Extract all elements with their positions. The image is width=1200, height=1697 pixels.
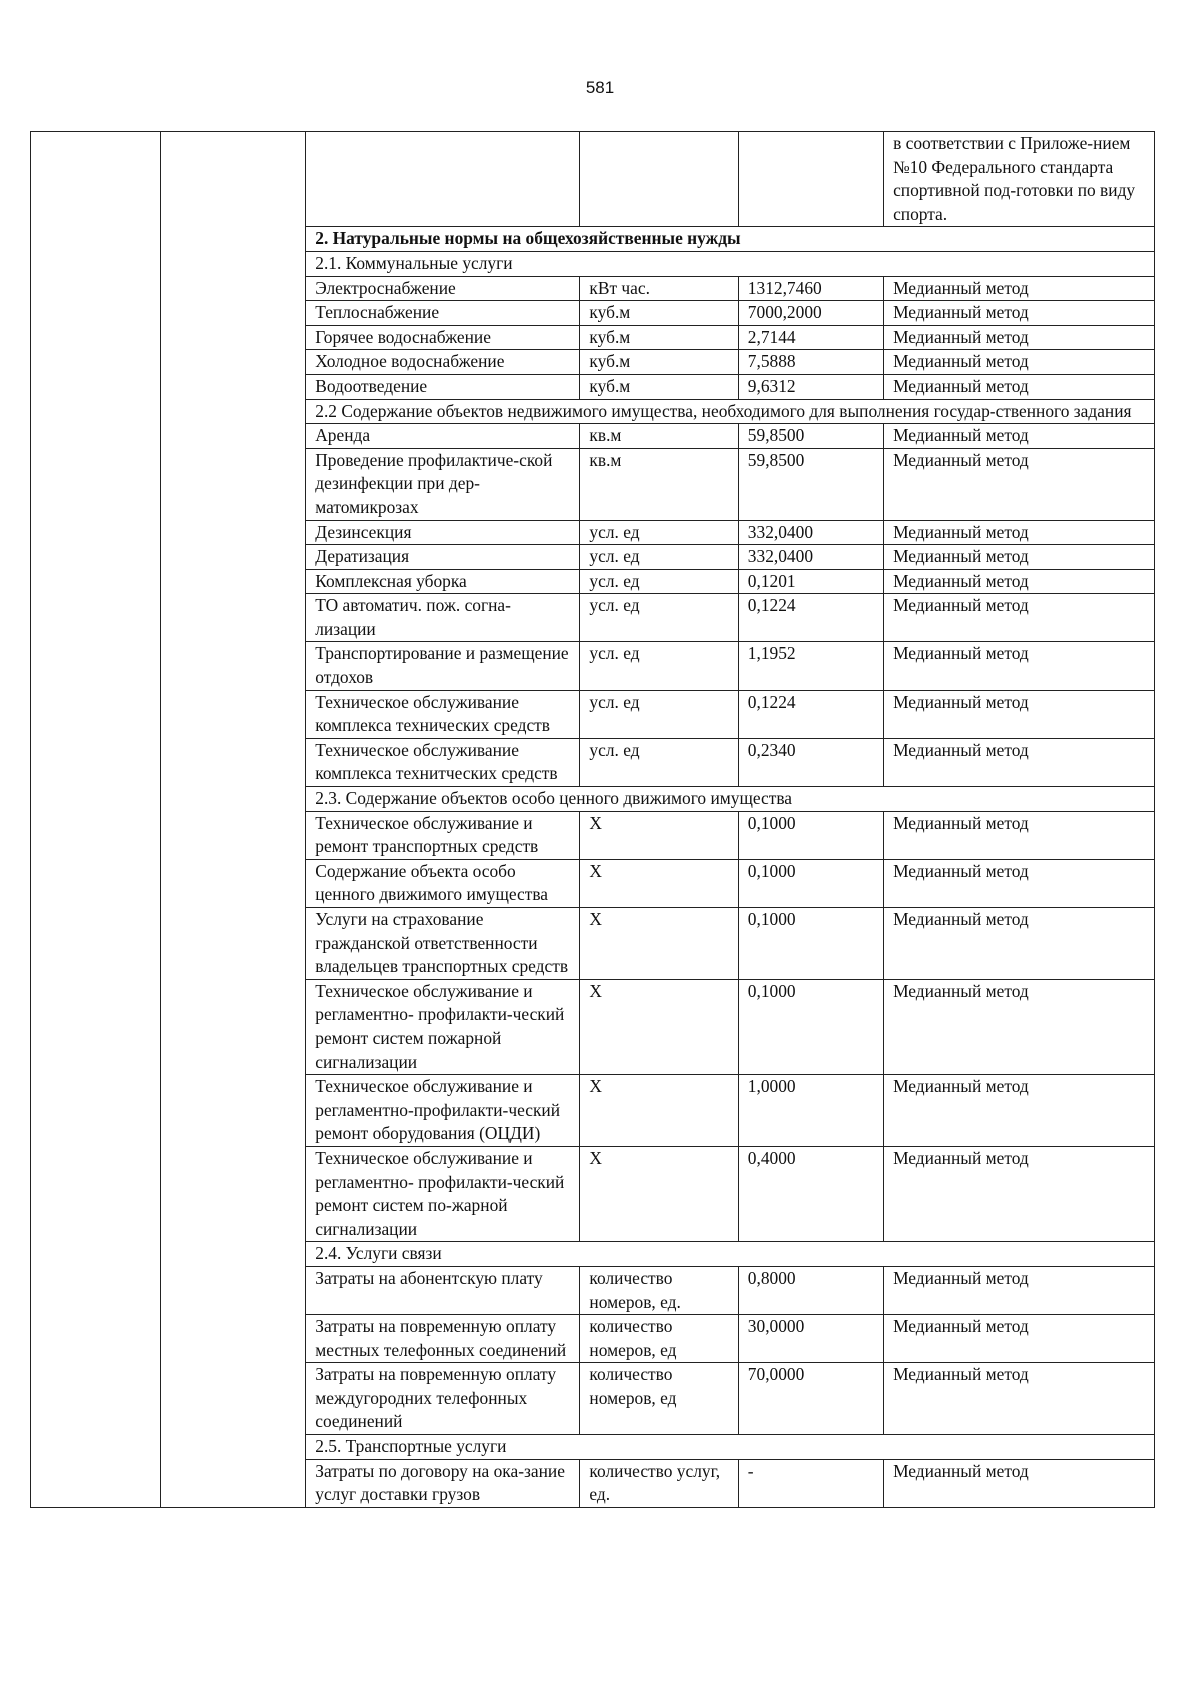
cell-method: Медианный метод	[884, 1075, 1155, 1147]
cell-unit: кв.м	[580, 448, 738, 520]
cell-method: Медианный метод	[884, 1146, 1155, 1241]
cell-name: Комплексная уборка	[306, 569, 580, 594]
cell-value: 332,0400	[738, 520, 883, 545]
cell-value: 7000,2000	[738, 301, 883, 326]
cell-name: Дератизация	[306, 545, 580, 570]
cell-value: 0,2340	[738, 738, 883, 786]
cell-name: Затраты на повременную оплату местных телефонных соединений	[306, 1315, 580, 1363]
cell-method: Медианный метод	[884, 1266, 1155, 1314]
cell-unit: Х	[580, 859, 738, 907]
cell-value: 0,1000	[738, 811, 883, 859]
cell-unit: усл. ед	[580, 569, 738, 594]
cell-unit: куб.м	[580, 350, 738, 375]
cell-name: Проведение профилактиче-ской дезинфекции при дер-матомикрозах	[306, 448, 580, 520]
cell-name: Техническое обслуживание и ремонт транспортных средств	[306, 811, 580, 859]
cell-unit: количество услуг, ед.	[580, 1459, 738, 1507]
cell-value: 7,5888	[738, 350, 883, 375]
empty-cell	[580, 132, 738, 227]
cell-method: Медианный метод	[884, 424, 1155, 449]
cell-name: Техническое обслуживание и регламентно- профилакти-ческий ремонт систем по-жарной сигнализации	[306, 1146, 580, 1241]
cell-method: Медианный метод	[884, 594, 1155, 642]
cell-value: 0,1224	[738, 690, 883, 738]
cell-unit: кВт час.	[580, 276, 738, 301]
page-number: 581	[585, 78, 615, 97]
cell-value: 332,0400	[738, 545, 883, 570]
cell-value: 0,1000	[738, 979, 883, 1074]
blank-column-2	[160, 132, 305, 1508]
group-title: 2.4. Услуги связи	[306, 1242, 1155, 1267]
cell-name: Электроснабжение	[306, 276, 580, 301]
cell-method: Медианный метод	[884, 642, 1155, 690]
cell-unit: Х	[580, 1075, 738, 1147]
empty-cell	[738, 132, 883, 227]
cell-value: 0,1201	[738, 569, 883, 594]
norms-table	[30, 131, 1155, 1508]
norms-table-body	[31, 132, 1155, 1508]
cell-unit: количество номеров, ед	[580, 1363, 738, 1435]
cell-unit: количество номеров, ед.	[580, 1266, 738, 1314]
cell-unit: Х	[580, 1146, 738, 1241]
cell-method: Медианный метод	[884, 979, 1155, 1074]
cell-value: 1312,7460	[738, 276, 883, 301]
cell-name: Водоотведение	[306, 374, 580, 399]
group-title: 2.5. Транспортные услуги	[306, 1435, 1155, 1460]
cell-value: 0,1000	[738, 908, 883, 980]
cell-value: 59,8500	[738, 448, 883, 520]
cell-name: Содержание объекта особо ценного движимого имущества	[306, 859, 580, 907]
cell-method: Медианный метод	[884, 811, 1155, 859]
cell-method: Медианный метод	[884, 545, 1155, 570]
cell-value: 0,1000	[738, 859, 883, 907]
group-title: 2.2 Содержание объектов недвижимого имущества, необходимого для выполнения государ-ственного задания	[306, 399, 1155, 424]
cell-method: Медианный метод	[884, 859, 1155, 907]
cell-unit: усл. ед	[580, 594, 738, 642]
top-note-row	[31, 132, 1155, 227]
group-title: 2.1. Коммунальные услуги	[306, 251, 1155, 276]
cell-value: 0,4000	[738, 1146, 883, 1241]
cell-method: Медианный метод	[884, 276, 1155, 301]
cell-method: Медианный метод	[884, 1363, 1155, 1435]
section-title: 2. Натуральные нормы на общехозяйственные нужды	[306, 227, 1155, 252]
cell-name: ТО автоматич. пож. согна-лизации	[306, 594, 580, 642]
cell-value: 30,0000	[738, 1315, 883, 1363]
cell-unit: Х	[580, 811, 738, 859]
cell-value: 0,1224	[738, 594, 883, 642]
cell-value: 2,7144	[738, 325, 883, 350]
cell-unit: усл. ед	[580, 520, 738, 545]
cell-name: Аренда	[306, 424, 580, 449]
cell-method: Медианный метод	[884, 1315, 1155, 1363]
blank-column-1	[31, 132, 161, 1508]
cell-value: 1,0000	[738, 1075, 883, 1147]
cell-value: 1,1952	[738, 642, 883, 690]
empty-cell	[306, 132, 580, 227]
cell-unit: усл. ед	[580, 545, 738, 570]
cell-name: Техническое обслуживание и регламентно-профилакти-ческий ремонт оборудования (ОЦДИ)	[306, 1075, 580, 1147]
cell-method: Медианный метод	[884, 325, 1155, 350]
cell-unit: усл. ед	[580, 738, 738, 786]
cell-unit: количество номеров, ед	[580, 1315, 738, 1363]
cell-name: Услуги на страхование гражданской ответственности владельцев транспортных средств	[306, 908, 580, 980]
cell-unit: усл. ед	[580, 690, 738, 738]
cell-unit: кв.м	[580, 424, 738, 449]
cell-unit: куб.м	[580, 301, 738, 326]
cell-unit: усл. ед	[580, 642, 738, 690]
cell-value: 70,0000	[738, 1363, 883, 1435]
cell-name: Транспортирование и размещение отдохов	[306, 642, 580, 690]
cell-method: Медианный метод	[884, 374, 1155, 399]
cell-unit: Х	[580, 908, 738, 980]
cell-method: Медианный метод	[884, 569, 1155, 594]
cell-name: Горячее водоснабжение	[306, 325, 580, 350]
group-title: 2.3. Содержание объектов особо ценного движимого имущества	[306, 787, 1155, 812]
cell-name: Техническое обслуживание комплекса технических средств	[306, 690, 580, 738]
cell-name: Затраты на повременную оплату междугородних телефонных соединений	[306, 1363, 580, 1435]
cell-unit: куб.м	[580, 325, 738, 350]
cell-value: -	[738, 1459, 883, 1507]
cell-unit: куб.м	[580, 374, 738, 399]
cell-method: Медианный метод	[884, 520, 1155, 545]
cell-method: Медианный метод	[884, 350, 1155, 375]
cell-method: Медианный метод	[884, 301, 1155, 326]
top-note: в соответствии с Приложе-нием №10 Федерального стандарта спортивной под-готовки по виду спорта.	[884, 132, 1155, 227]
cell-value: 9,6312	[738, 374, 883, 399]
cell-name: Техническое обслуживание комплекса технитческих средств	[306, 738, 580, 786]
cell-method: Медианный метод	[884, 1459, 1155, 1507]
cell-name: Затраты по договору на ока-зание услуг доставки грузов	[306, 1459, 580, 1507]
cell-name: Теплоснабжение	[306, 301, 580, 326]
cell-value: 59,8500	[738, 424, 883, 449]
cell-value: 0,8000	[738, 1266, 883, 1314]
cell-name: Холодное водоснабжение	[306, 350, 580, 375]
cell-method: Медианный метод	[884, 738, 1155, 786]
cell-method: Медианный метод	[884, 448, 1155, 520]
cell-name: Затраты на абонентскую плату	[306, 1266, 580, 1314]
cell-name: Дезинсекция	[306, 520, 580, 545]
cell-name: Техническое обслуживание и регламентно- профилакти-ческий ремонт систем пожарной сигнализации	[306, 979, 580, 1074]
cell-unit: Х	[580, 979, 738, 1074]
cell-method: Медианный метод	[884, 908, 1155, 980]
cell-method: Медианный метод	[884, 690, 1155, 738]
